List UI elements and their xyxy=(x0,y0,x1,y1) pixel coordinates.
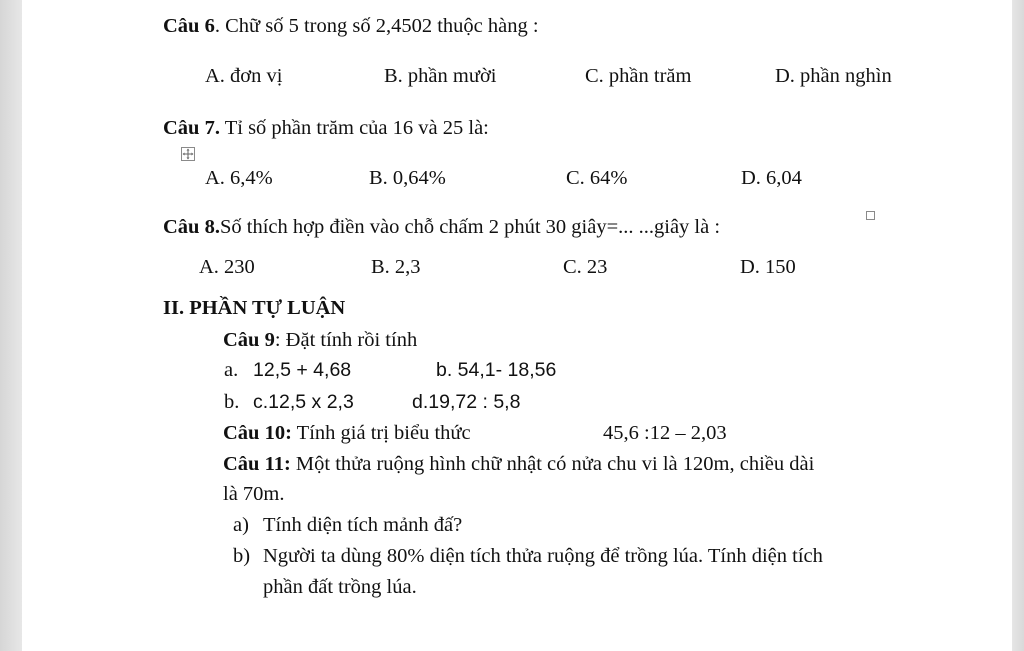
question-7-option-b: B. 0,64% xyxy=(369,167,446,189)
question-10 xyxy=(223,421,471,445)
question-8-option-b: B. 2,3 xyxy=(371,256,421,278)
window-gutter-right xyxy=(1012,0,1024,651)
question-8-label: Câu 8. xyxy=(163,216,220,238)
question-9-text: : Đặt tính rồi tính xyxy=(274,329,418,351)
question-6-option-a: A. đơn vị xyxy=(205,65,283,87)
question-11-text-line1: Một thửa ruộng hình chữ nhật có nửa chu vi là 120m, chiều dài xyxy=(290,453,815,475)
question-6-option-c: C. phần trăm xyxy=(585,65,692,87)
question-6-option-b: B. phần mười xyxy=(384,65,497,87)
question-11-item-a: Tính diện tích mảnh đấ? xyxy=(263,514,463,536)
question-10-expression: 45,6 :12 – 2,03 xyxy=(603,422,727,444)
question-9-item-b1: c.12,5 x 2,3 xyxy=(253,391,354,413)
question-9-label: Câu 9 xyxy=(223,329,275,351)
question-7-option-a: A. 6,4% xyxy=(205,167,273,189)
question-11-marker-a: a) xyxy=(233,514,249,536)
question-9-item-b2: d.19,72 : 5,8 xyxy=(412,391,521,413)
window-gutter-left xyxy=(0,0,22,651)
question-7-option-c: C. 64% xyxy=(566,167,628,189)
question-11 xyxy=(223,452,814,476)
question-9 xyxy=(223,328,417,352)
question-6-option-d: D. phần nghìn xyxy=(775,65,892,87)
question-9-marker-b: b. xyxy=(224,391,240,413)
table-move-handle-icon[interactable] xyxy=(181,147,195,161)
question-8-option-d: D. 150 xyxy=(740,256,796,278)
question-10-text: Tính giá trị biểu thức xyxy=(291,422,471,444)
question-9-item-a1: 12,5 + 4,68 xyxy=(253,359,352,381)
question-8-text: Số thích hợp điền vào chỗ chấm 2 phút 30 giây=... ...giây là : xyxy=(219,216,721,238)
question-7 xyxy=(163,116,489,140)
question-8-option-a: A. 230 xyxy=(199,256,255,278)
question-11-marker-b: b) xyxy=(233,545,251,567)
table-resize-handle-icon[interactable] xyxy=(866,211,875,220)
question-9-item-a2: b. 54,1- 18,56 xyxy=(436,359,557,381)
question-11-item-b-line2: phần đất trồng lúa. xyxy=(263,576,417,598)
question-8 xyxy=(163,215,720,239)
question-7-option-d: D. 6,04 xyxy=(741,167,802,189)
question-7-text: Tỉ số phần trăm của 16 và 25 là: xyxy=(219,117,489,139)
question-10-label: Câu 10: xyxy=(223,422,292,444)
question-11-label: Câu 11: xyxy=(223,453,291,475)
question-11-item-b-line1: Người ta dùng 80% diện tích thửa ruộng để trồng lúa. Tính diện tích xyxy=(263,545,823,567)
question-6-text: . Chữ số 5 trong số 2,4502 thuộc hàng : xyxy=(214,15,539,37)
question-6 xyxy=(163,14,539,38)
question-11-text-line2: là 70m. xyxy=(223,483,285,505)
question-8-option-c: C. 23 xyxy=(563,256,608,278)
question-7-label: Câu 7. xyxy=(163,117,220,139)
question-6-label: Câu 6 xyxy=(163,15,215,37)
section-2-title: II. PHẦN TỰ LUẬN xyxy=(163,297,346,319)
question-9-marker-a: a. xyxy=(224,359,239,381)
